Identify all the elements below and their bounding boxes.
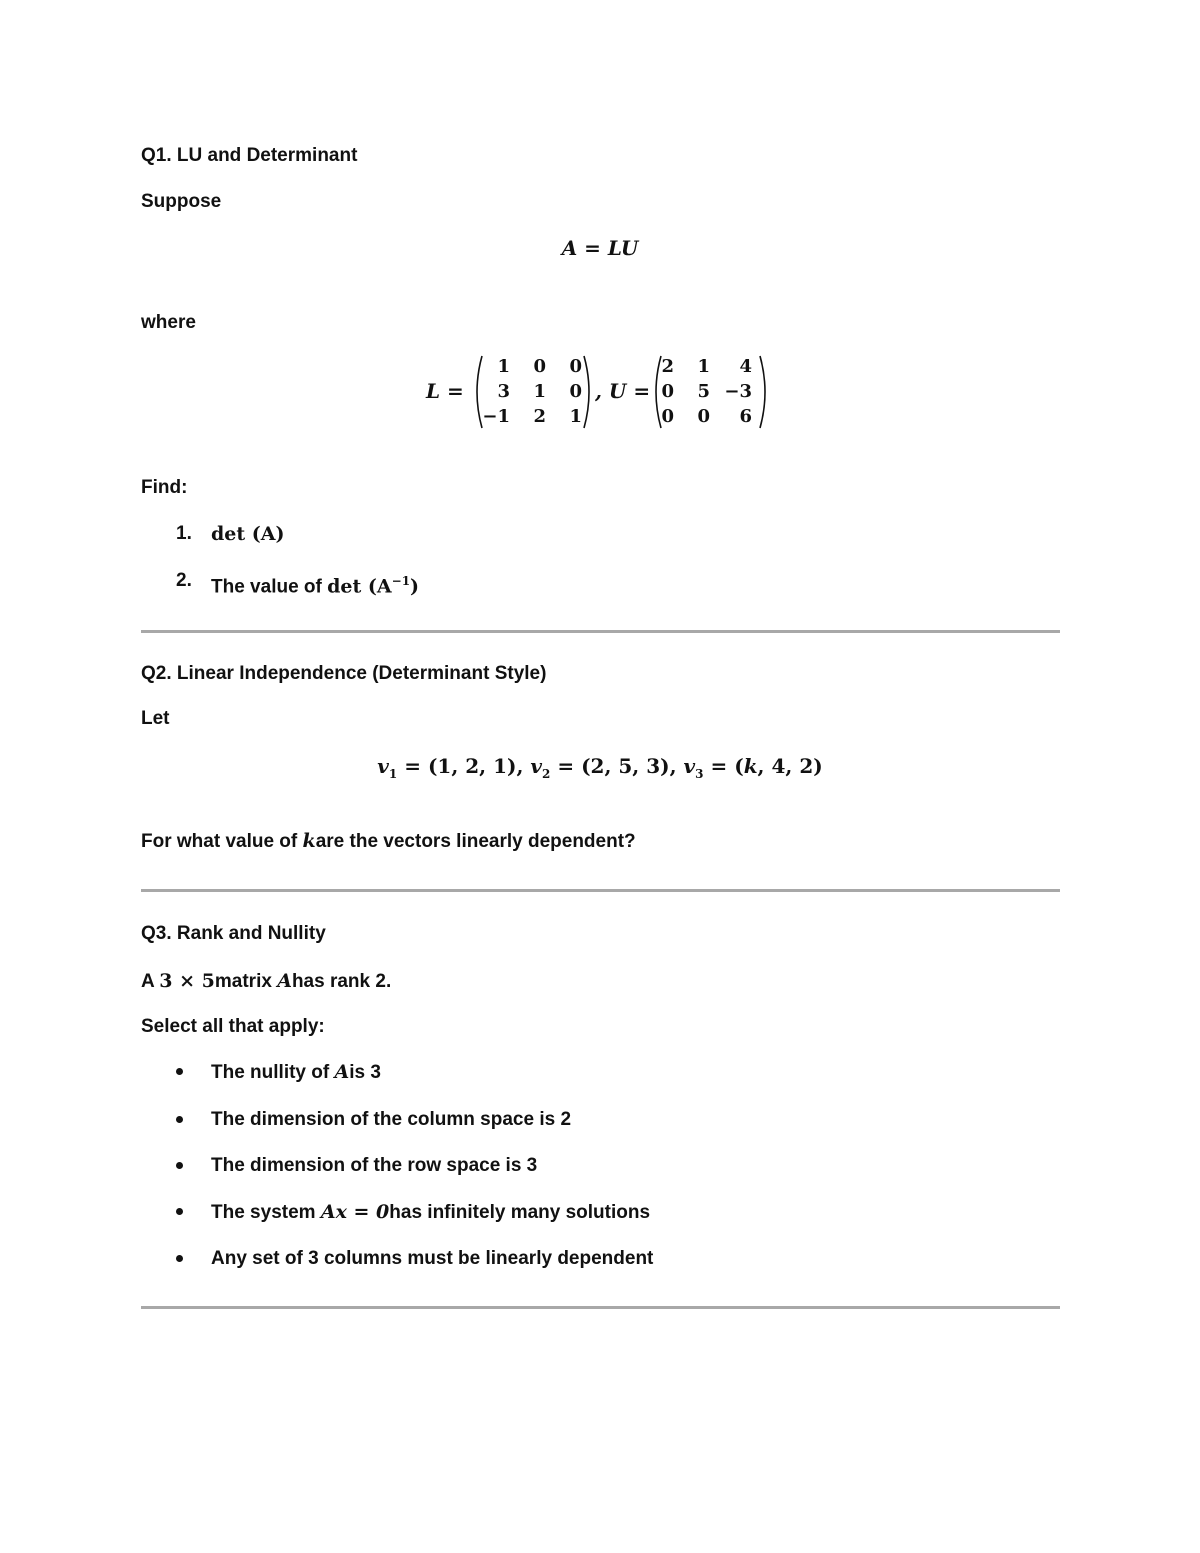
q1-matrices (0, 352, 1200, 432)
q3-select: Select all that apply: (141, 1016, 325, 1037)
v3-k: k (743, 754, 758, 778)
u-cell: 0 (661, 381, 674, 402)
q1-where: where (141, 312, 196, 333)
q2-question-var: k (302, 830, 316, 852)
v1-symbol: v (377, 754, 389, 778)
q2-question-post: are the vectors linearly dependent? (315, 831, 636, 852)
q1-suppose: Suppose (141, 191, 222, 212)
q3-statement-pre: A (141, 971, 160, 992)
q2-let: Let (141, 708, 170, 729)
bullet-icon (176, 1116, 183, 1123)
q3-option-text-end: is 3 (349, 1062, 381, 1083)
q3-option-text: The system (211, 1202, 321, 1223)
l-cell: 0 (569, 381, 582, 402)
l-cell: 3 (497, 381, 510, 402)
q3-statement-dims: 3 × 5 (159, 970, 215, 992)
bullet-icon (176, 1162, 183, 1169)
v3-value-start: = ( (703, 754, 744, 778)
q3-statement-post: has rank 2. (291, 971, 392, 992)
l-right-paren (582, 354, 596, 430)
u-cell: 5 (697, 381, 710, 402)
u-cell: −3 (724, 381, 752, 402)
v1-subscript: 1 (388, 767, 398, 781)
section-divider (141, 630, 1060, 633)
section-divider (141, 889, 1060, 892)
q1-item-2-superscript: −1 (391, 574, 411, 588)
l-label: L = (426, 379, 464, 403)
q2-question (141, 829, 636, 854)
u-cell: 4 (739, 356, 752, 377)
q1-find: Find: (141, 477, 188, 498)
q3-option-text-end: has infinitely many solutions (389, 1202, 651, 1223)
q3-option-text: The nullity of (211, 1062, 335, 1083)
v1-value: = (1, 2, 1), (397, 754, 531, 778)
l-cell: 2 (533, 406, 546, 427)
section-divider (141, 1306, 1060, 1309)
q3-option: Any set of 3 columns must be linearly dependent (211, 1248, 654, 1269)
u-cell: 1 (697, 356, 710, 377)
u-cell: 2 (661, 356, 674, 377)
l-cell: 1 (533, 381, 546, 402)
q3-option-var: A (334, 1061, 350, 1083)
l-cell: 0 (533, 356, 546, 377)
q3-statement-mid: matrix (214, 971, 278, 992)
u-cell: 6 (739, 406, 752, 427)
q1-item-2-close: ) (410, 575, 420, 598)
l-cell: 1 (569, 406, 582, 427)
l-cell: −1 (482, 406, 510, 427)
v3-symbol: v (683, 754, 696, 778)
q1-item-1-number: 1. (176, 523, 192, 544)
bullet-icon (176, 1255, 183, 1262)
v2-symbol: v (530, 754, 543, 778)
q2-question-pre: For what value of (141, 831, 303, 852)
q1-item-2-number: 2. (176, 570, 192, 591)
v3-value-end: , 4, 2) (757, 754, 823, 778)
q3-title: Q3. Rank and Nullity (141, 923, 326, 944)
u-cell: 0 (697, 406, 710, 427)
q3-option (211, 1200, 650, 1225)
q3-option-var: Ax = 0 (320, 1201, 390, 1223)
q1-item-2-prefix: The value of (211, 576, 328, 598)
q2-title: Q2. Linear Independence (Determinant Style) (141, 663, 547, 684)
q2-equation (0, 753, 1200, 787)
q1-item-1 (211, 522, 285, 547)
q1-item-2-math: det (A (327, 575, 392, 598)
q3-option (211, 1060, 381, 1085)
l-cell: 0 (569, 356, 582, 377)
v2-value: = (2, 5, 3), (550, 754, 684, 778)
v3-subscript: 3 (695, 767, 704, 781)
v2-subscript: 2 (542, 767, 551, 781)
q3-statement-var: A (277, 970, 292, 992)
q1-equation: A = LU (561, 236, 639, 260)
q1-item-2 (211, 569, 419, 599)
u-right-paren (758, 354, 772, 430)
bullet-icon (176, 1068, 183, 1075)
u-cell: 0 (661, 406, 674, 427)
q3-option: The dimension of the column space is 2 (211, 1109, 572, 1130)
l-cell: 1 (497, 356, 510, 377)
q3-option: The dimension of the row space is 3 (211, 1155, 538, 1176)
q1-item-1-math: det (A) (211, 523, 285, 545)
bullet-icon (176, 1208, 183, 1215)
q3-statement (141, 969, 391, 994)
q1-title: Q1. LU and Determinant (141, 145, 358, 166)
u-label: , U = (595, 379, 651, 403)
